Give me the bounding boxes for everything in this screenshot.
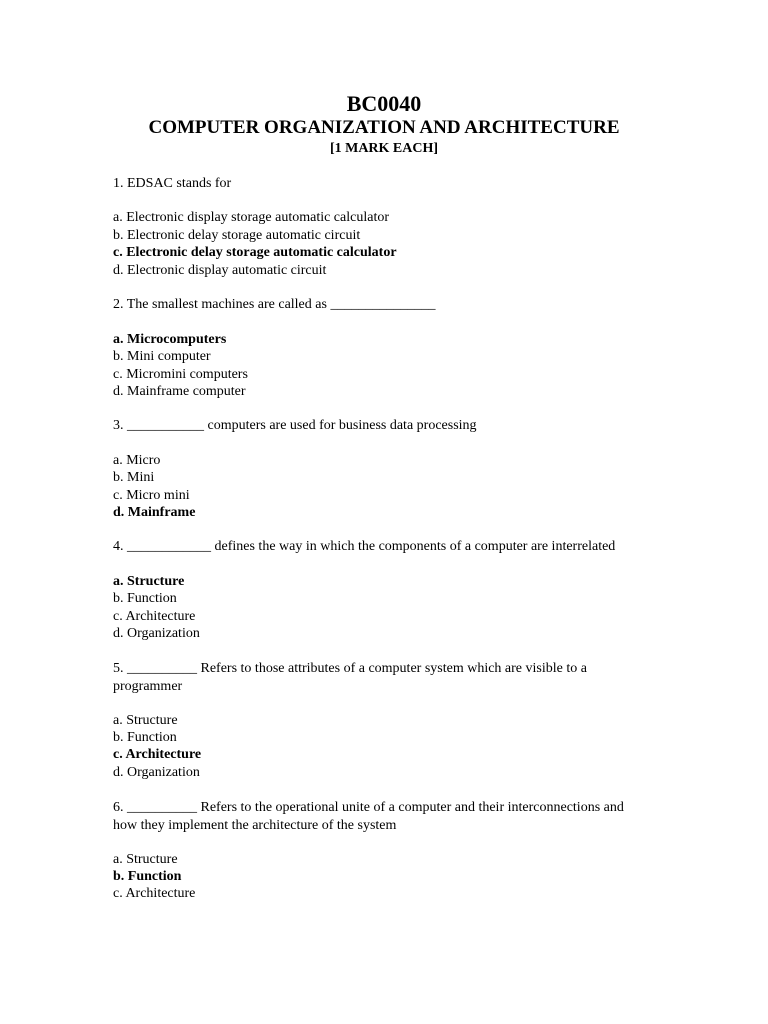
marks-note: [1 MARK EACH]: [329, 141, 439, 156]
question-6-option-b: b. Function: [113, 869, 182, 884]
question-5-option-d: d. Organization: [113, 765, 200, 780]
question-4-option-c: c. Architecture: [113, 609, 196, 624]
question-3-option-c: c. Micro mini: [113, 488, 190, 503]
question-1-option-a: a. Electronic display storage automatic calculator: [113, 210, 389, 225]
question-1-text: 1. EDSAC stands for: [113, 176, 232, 191]
question-3-text: 3. ___________ computers are used for business data processing: [113, 418, 477, 433]
question-6-option-c: c. Architecture: [113, 886, 196, 901]
question-6-option-a: a. Structure: [113, 852, 178, 867]
question-5-text-line-1: 5. __________ Refers to those attributes of a computer system which are visible to a: [113, 661, 587, 676]
question-5-option-a: a. Structure: [113, 713, 178, 728]
question-2-option-b: b. Mini computer: [113, 349, 211, 364]
question-5-option-c: c. Architecture: [113, 747, 202, 762]
question-2-option-d: d. Mainframe computer: [113, 384, 246, 399]
question-4-option-d: d. Organization: [113, 626, 200, 641]
question-2-text: 2. The smallest machines are called as _______________: [113, 297, 436, 312]
question-6-text-line-1: 6. __________ Refers to the operational unite of a computer and their interconnections and: [113, 800, 624, 815]
question-3-option-d: d. Mainframe: [113, 505, 196, 520]
question-4-option-b: b. Function: [113, 591, 177, 606]
question-1-option-c: c. Electronic delay storage automatic calculator: [113, 245, 397, 260]
question-5-option-b: b. Function: [113, 730, 177, 745]
question-4-option-a: a. Structure: [113, 574, 185, 589]
question-3-option-a: a. Micro: [113, 453, 161, 468]
course-code: BC0040: [346, 91, 422, 116]
document-title: COMPUTER ORGANIZATION AND ARCHITECTURE: [148, 117, 620, 138]
question-3-option-b: b. Mini: [113, 470, 155, 485]
question-2-option-c: c. Micromini computers: [113, 367, 248, 382]
question-1-option-d: d. Electronic display automatic circuit: [113, 263, 327, 278]
question-4-text: 4. ____________ defines the way in which the components of a computer are interrelated: [113, 539, 616, 554]
question-6-text-line-2: how they implement the architecture of the system: [113, 818, 397, 833]
question-1-option-b: b. Electronic delay storage automatic circuit: [113, 228, 361, 243]
question-2-option-a: a. Microcomputers: [113, 332, 227, 347]
question-5-text-line-2: programmer: [113, 679, 183, 694]
